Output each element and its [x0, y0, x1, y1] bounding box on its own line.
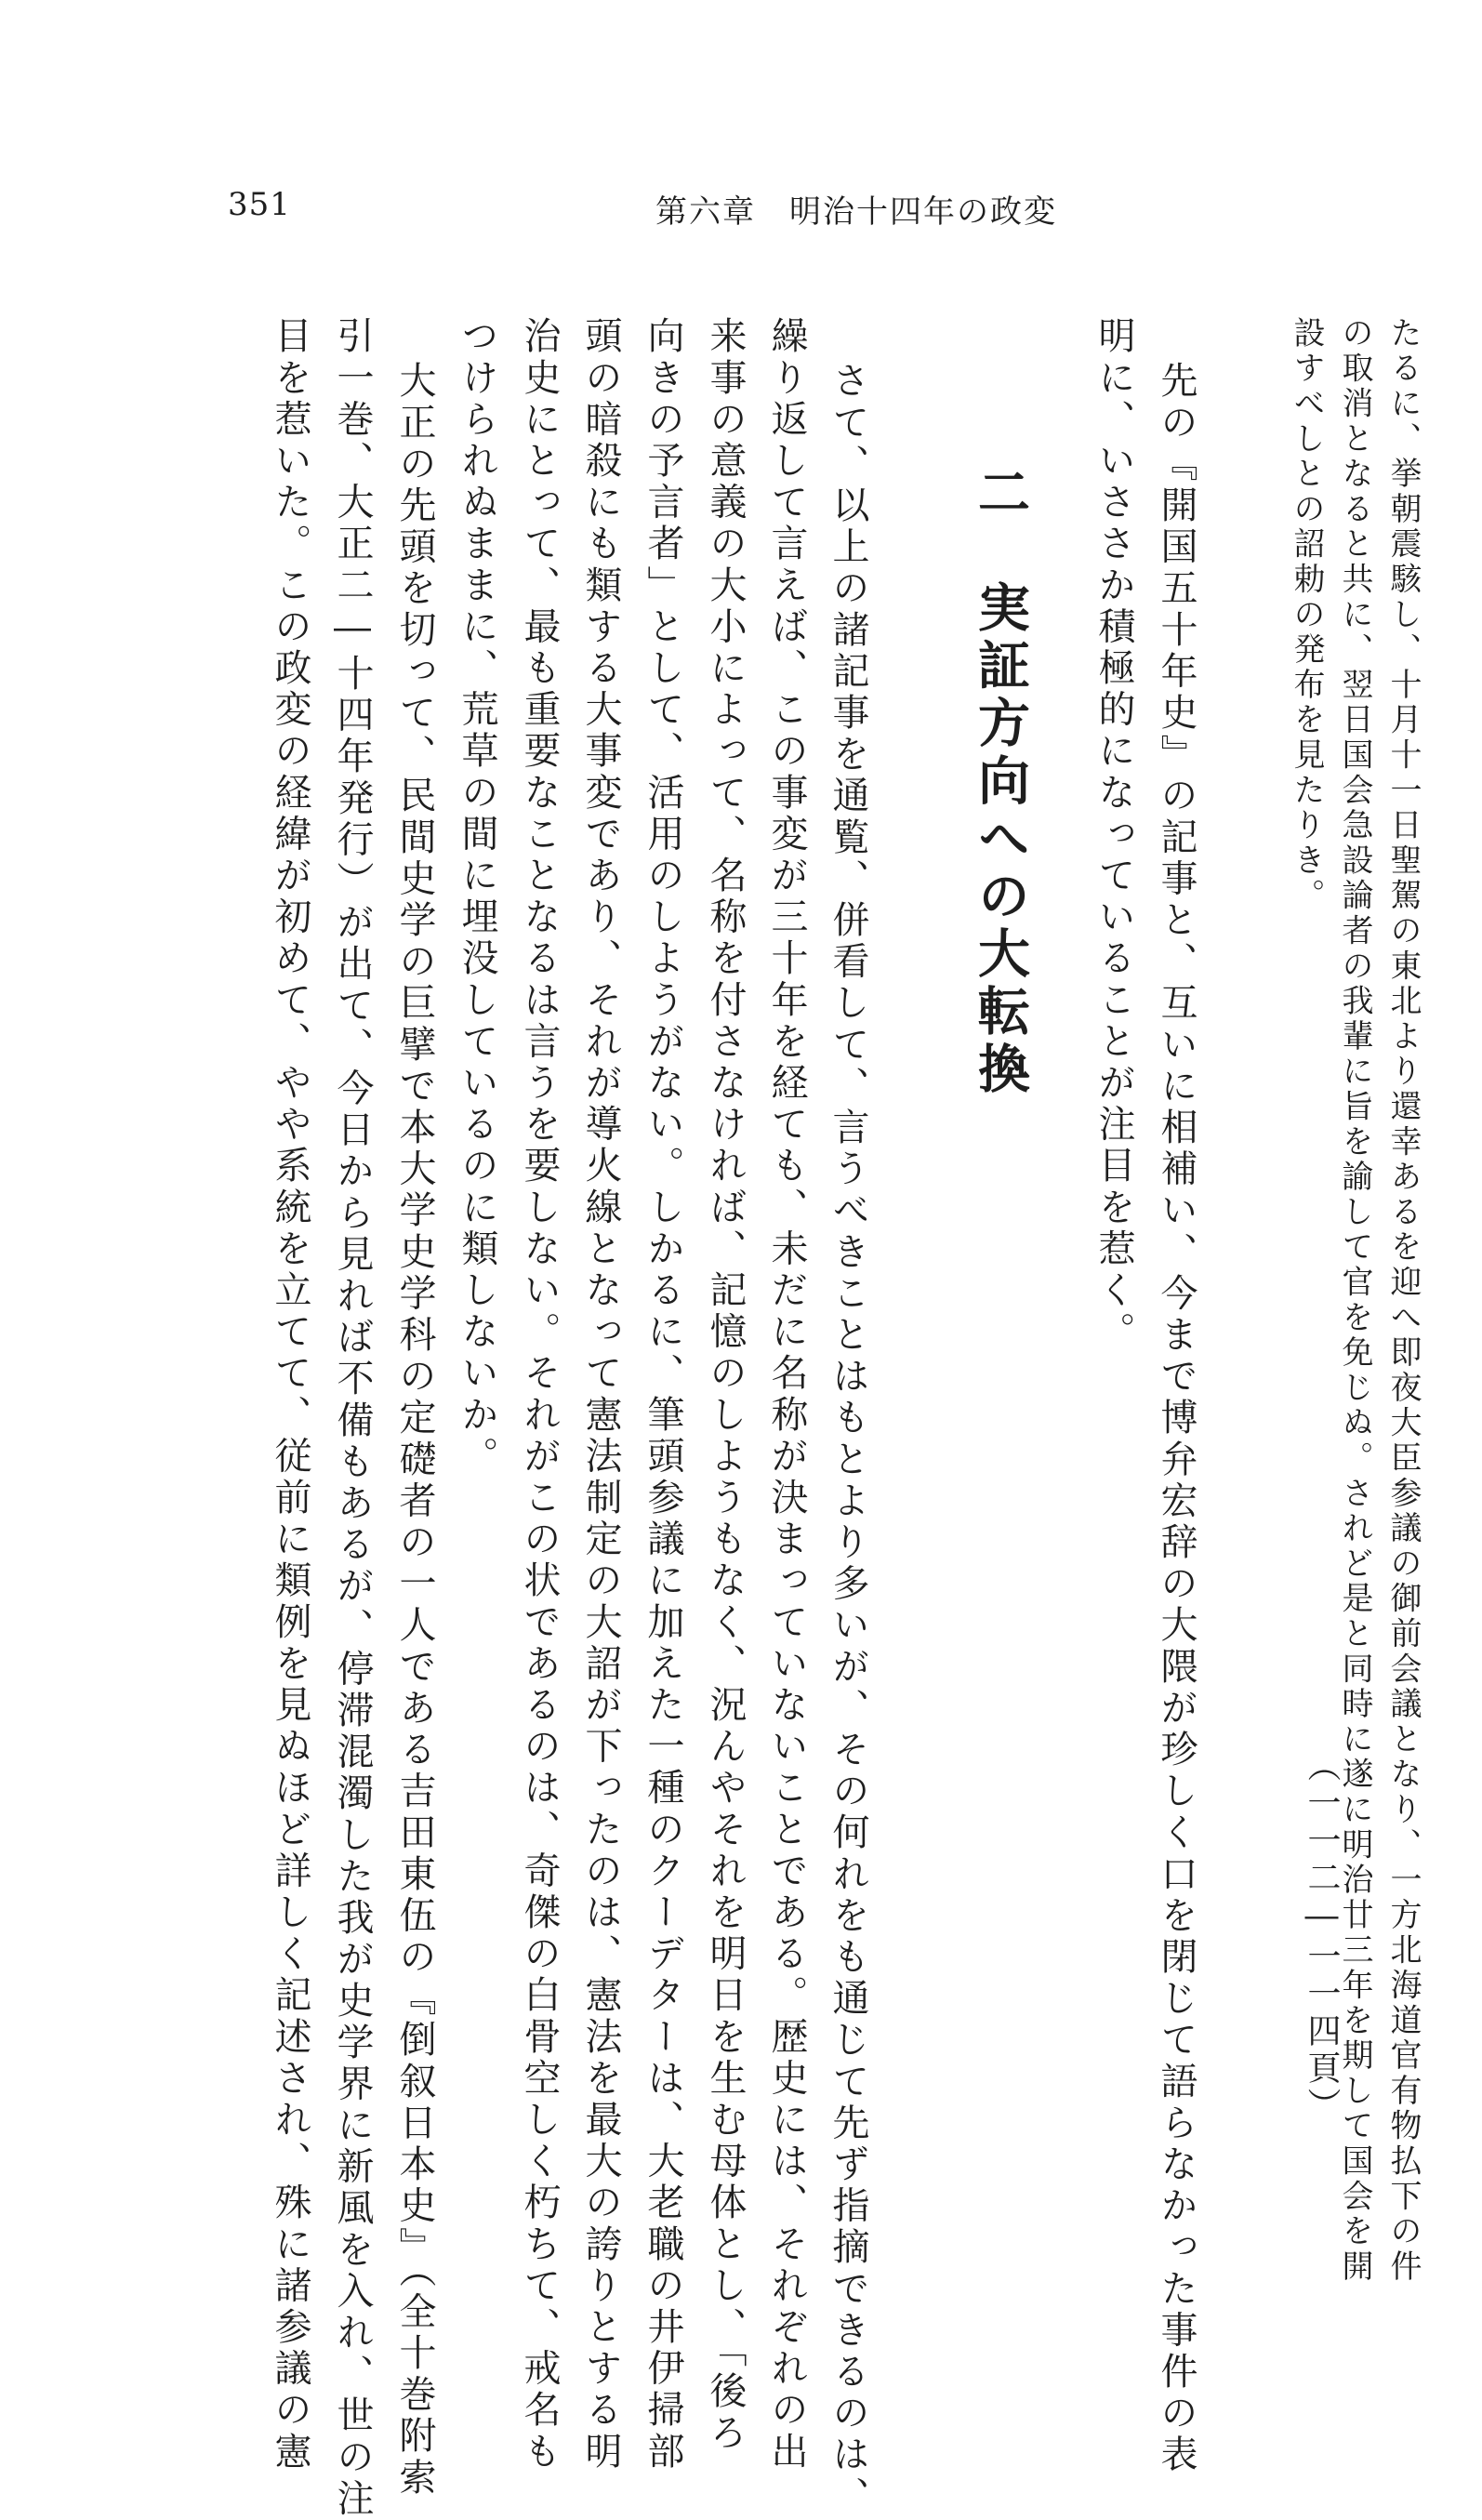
paragraph-line: 繰り返して言えば、この事変が三十年を経ても、未だに名称が決まっていないことである。歴史には、それぞれの出 — [765, 316, 808, 2474]
quote-line: 設すべしとの詔勅の発布を見たりき。 — [1288, 316, 1325, 914]
paragraph-line: つけられぬままに、荒草の間に埋没しているのに類しないか。 — [456, 316, 498, 1478]
paragraph-line: 頭の暗殺にも類する大事変であり、それが導火線となって憲法制定の大詔が下ったのは、憲法を最大の誇りとする明 — [579, 316, 622, 2474]
running-head: 第六章 明治十四年の政変 — [655, 193, 1057, 231]
paragraph-line: 来事の意義の大小によって、名称を付さなければ、記憶のしようもなく、況んやそれを明日を生む母体とし、「後ろ — [704, 316, 747, 2455]
paragraph-line: 目を惹いた。この政変の経緯が初めて、やや系統を立てて、従前に類例を見ぬほど詳しく記述され、殊に諸参議の憲 — [269, 316, 311, 2474]
quote-citation: （一一二―一一四頁） — [1303, 1748, 1341, 2125]
paragraph-line: 治史にとって、最も重要なことなるは言うを要しない。それがこの状であるのは、奇傑の白骨空しく朽ちて、戒名も — [518, 316, 561, 2474]
quote-line: の取消となると共に、翌日国会急設論者の我輩に旨を諭して官を免じぬ。されど是と同時に遂に明治廿三年を期して国会を開 — [1336, 316, 1373, 2285]
paragraph-line: さて、以上の諸記事を通覧、併看して、言うべきことはもとより多いが、その何れをも通じて先ず指摘できるのは、 — [827, 361, 869, 2518]
paragraph-line: 先の『開国五十年史』の記事と、互いに相補い、今まで博弁宏辞の大隈が珍しく口を閉じて語らなかった事件の表 — [1155, 361, 1198, 2476]
paragraph-line: 引一巻、大正二―十四年発行）が出て、今日から見れば不備もあるが、停滞混濁した我が史学界に新風を入れ、世の注 — [331, 316, 374, 2520]
page-number: 351 — [228, 186, 291, 223]
paragraph-line: 大正の先頭を切って、民間史学の巨擘で本大学史学科の定礎者の一人である吉田東伍の『倒叙日本史』（全十巻附索 — [393, 361, 436, 2500]
section-heading: 二 実証方向への大転換 — [970, 465, 1031, 1099]
paragraph-line: 明に、いささか積極的になっていることが注目を惹く。 — [1092, 316, 1135, 1353]
quote-line: たるに、挙朝震駭し、十月十一日聖駕の東北より還幸あるを迎へ即夜大臣参議の御前会議となり、一方北海道官有物払下の件 — [1384, 316, 1422, 2285]
paragraph-line: 向きの予言者」として、活用のしようがない。しかるに、筆頭参議に加えた一種のクーデターは、大老職の井伊掃部 — [642, 316, 684, 2474]
